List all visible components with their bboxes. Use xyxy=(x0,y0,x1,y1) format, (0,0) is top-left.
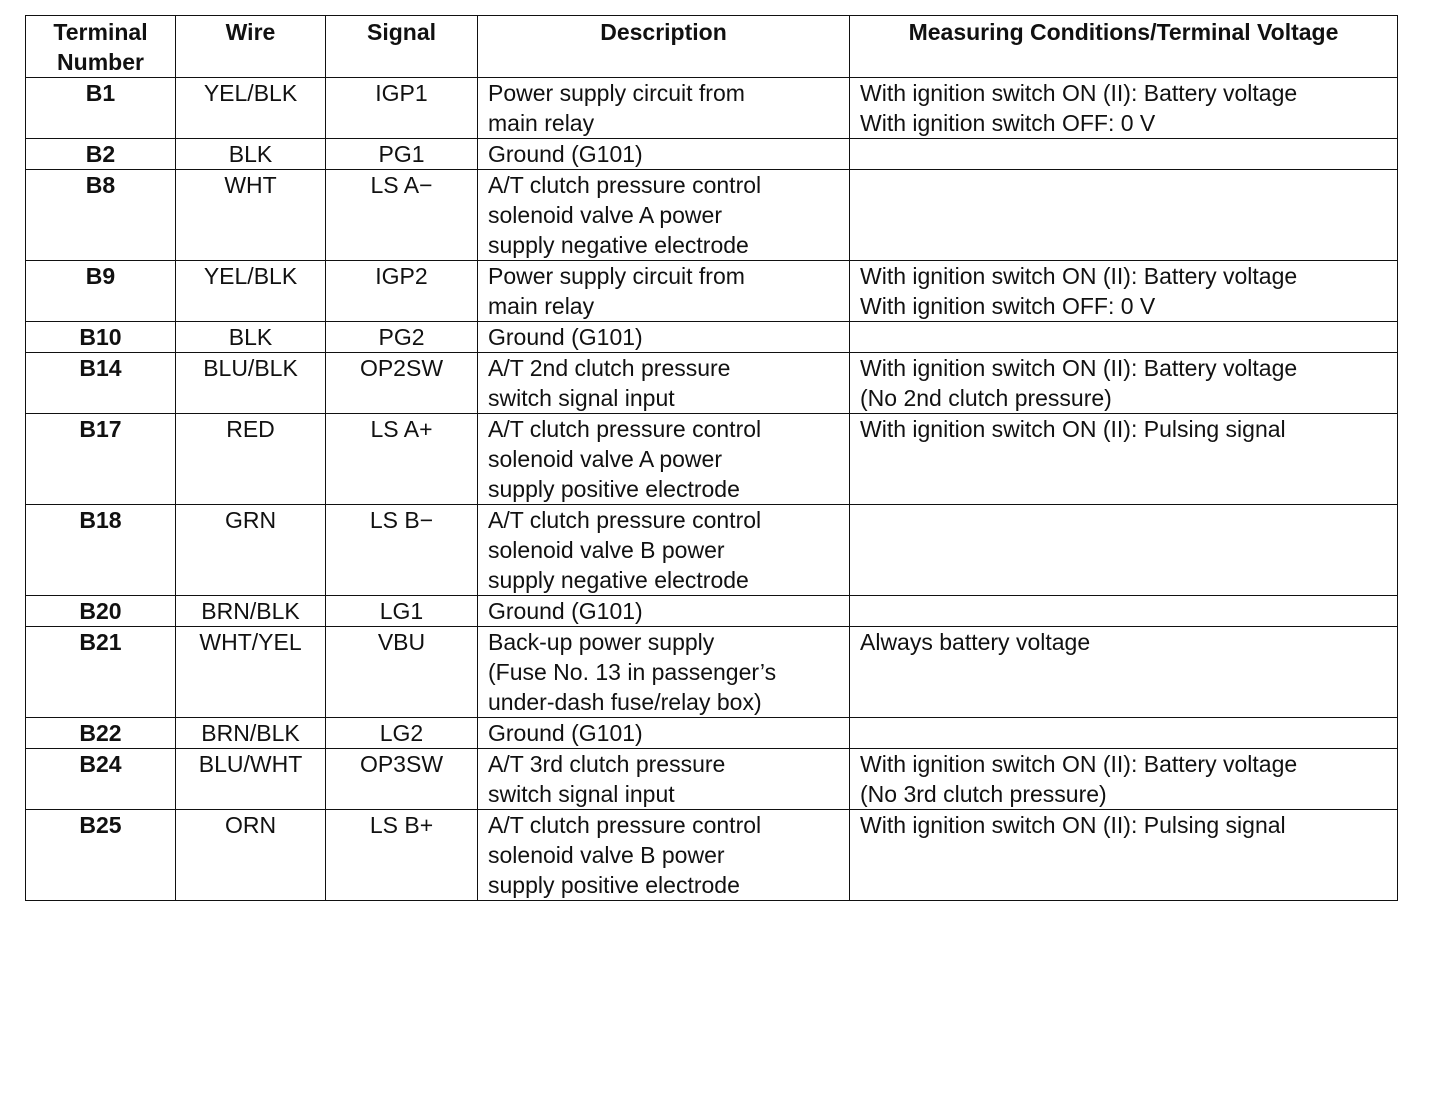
description-cell-line: solenoid valve A power xyxy=(488,202,722,228)
wire-color-cell: WHT/YEL xyxy=(176,627,326,718)
header-terminal-number xyxy=(26,16,176,78)
signal-name-cell: LS A− xyxy=(326,170,478,261)
wire-color-cell: WHT xyxy=(176,170,326,261)
description-cell-line: Back-up power supply xyxy=(488,629,715,655)
wire-color-cell: BLU/BLK xyxy=(176,353,326,414)
description-cell xyxy=(478,353,850,414)
description-cell xyxy=(478,505,850,596)
signal-name-cell: IGP1 xyxy=(326,78,478,139)
table-row xyxy=(26,261,1398,322)
description-cell xyxy=(478,139,850,170)
description-cell-line: A/T clutch pressure control xyxy=(488,416,762,442)
header-signal: Signal xyxy=(326,16,478,78)
description-cell-line: switch signal input xyxy=(488,385,675,411)
table-row xyxy=(26,505,1398,596)
description-cell-line: solenoid valve A power xyxy=(488,446,722,472)
conditions-cell xyxy=(850,718,1398,749)
header-conditions: Measuring Conditions/Terminal Voltage xyxy=(850,16,1398,78)
conditions-cell-line: With ignition switch OFF: 0 V xyxy=(860,293,1156,319)
description-cell xyxy=(478,810,850,901)
description-cell-line: Power supply circuit from xyxy=(488,80,745,106)
header-terminal-line-1: Terminal xyxy=(53,19,148,45)
conditions-cell xyxy=(850,78,1398,139)
conditions-cell-line: With ignition switch ON (II): Battery voltage xyxy=(860,751,1298,777)
conditions-cell xyxy=(850,627,1398,718)
description-cell-line: A/T 3rd clutch pressure xyxy=(488,751,726,777)
wire-color-cell: RED xyxy=(176,414,326,505)
conditions-cell xyxy=(850,322,1398,353)
wire-color-cell: BRN/BLK xyxy=(176,596,326,627)
signal-name-cell: PG2 xyxy=(326,322,478,353)
conditions-cell-line: (No 3rd clutch pressure) xyxy=(860,781,1107,807)
signal-name-cell: OP3SW xyxy=(326,749,478,810)
conditions-cell xyxy=(850,353,1398,414)
signal-name-cell: IGP2 xyxy=(326,261,478,322)
table-row xyxy=(26,749,1398,810)
table-row xyxy=(26,810,1398,901)
description-cell-line: A/T clutch pressure control xyxy=(488,172,762,198)
terminal-number-cell: B20 xyxy=(26,596,176,627)
description-cell-line: solenoid valve B power xyxy=(488,842,725,868)
table-row xyxy=(26,353,1398,414)
terminal-number-cell: B18 xyxy=(26,505,176,596)
conditions-cell-line: With ignition switch ON (II): Battery voltage xyxy=(860,80,1298,106)
signal-name-cell: VBU xyxy=(326,627,478,718)
description-cell-line: Power supply circuit from xyxy=(488,263,745,289)
conditions-cell xyxy=(850,505,1398,596)
table-row xyxy=(26,322,1398,353)
description-cell-line: solenoid valve B power xyxy=(488,537,725,563)
terminal-number-cell: B2 xyxy=(26,139,176,170)
conditions-cell-line: With ignition switch ON (II): Pulsing signal xyxy=(860,812,1286,838)
signal-name-cell: LS B+ xyxy=(326,810,478,901)
description-cell xyxy=(478,414,850,505)
table-row xyxy=(26,627,1398,718)
conditions-cell-line: With ignition switch ON (II): Pulsing signal xyxy=(860,416,1286,442)
terminal-number-cell: B14 xyxy=(26,353,176,414)
description-cell-line: supply negative electrode xyxy=(488,232,749,258)
description-cell xyxy=(478,170,850,261)
conditions-cell xyxy=(850,261,1398,322)
terminal-number-cell: B24 xyxy=(26,749,176,810)
description-cell xyxy=(478,627,850,718)
description-cell xyxy=(478,718,850,749)
terminal-number-cell: B25 xyxy=(26,810,176,901)
signal-name-cell: PG1 xyxy=(326,139,478,170)
header-description: Description xyxy=(478,16,850,78)
description-cell-line: Ground (G101) xyxy=(488,598,643,624)
conditions-cell xyxy=(850,170,1398,261)
wire-color-cell: YEL/BLK xyxy=(176,261,326,322)
table-row xyxy=(26,718,1398,749)
terminal-number-cell: B8 xyxy=(26,170,176,261)
description-cell xyxy=(478,261,850,322)
conditions-cell-line: With ignition switch OFF: 0 V xyxy=(860,110,1156,136)
table-row xyxy=(26,139,1398,170)
conditions-cell xyxy=(850,749,1398,810)
table-row xyxy=(26,78,1398,139)
signal-name-cell: LS B− xyxy=(326,505,478,596)
description-cell xyxy=(478,596,850,627)
table-header xyxy=(26,16,1398,78)
description-cell xyxy=(478,322,850,353)
terminal-number-cell: B9 xyxy=(26,261,176,322)
terminal-number-cell: B21 xyxy=(26,627,176,718)
table-row xyxy=(26,170,1398,261)
description-cell-line: main relay xyxy=(488,110,595,136)
table-row xyxy=(26,596,1398,627)
wire-color-cell: BLK xyxy=(176,139,326,170)
terminal-number-cell: B10 xyxy=(26,322,176,353)
signal-name-cell: LG1 xyxy=(326,596,478,627)
wire-color-cell: BLK xyxy=(176,322,326,353)
signal-name-cell: OP2SW xyxy=(326,353,478,414)
description-cell-line: (Fuse No. 13 in passenger’s xyxy=(488,659,777,685)
terminal-number-cell: B1 xyxy=(26,78,176,139)
conditions-cell xyxy=(850,414,1398,505)
terminal-number-cell: B17 xyxy=(26,414,176,505)
description-cell-line: Ground (G101) xyxy=(488,141,643,167)
description-cell-line: A/T clutch pressure control xyxy=(488,507,762,533)
signal-name-cell: LS A+ xyxy=(326,414,478,505)
conditions-cell xyxy=(850,139,1398,170)
signal-name-cell: LG2 xyxy=(326,718,478,749)
description-cell-line: under-dash fuse/relay box) xyxy=(488,689,762,715)
wire-color-cell: BRN/BLK xyxy=(176,718,326,749)
description-cell xyxy=(478,78,850,139)
terminal-table xyxy=(25,15,1398,901)
wire-color-cell: ORN xyxy=(176,810,326,901)
description-cell xyxy=(478,749,850,810)
conditions-cell xyxy=(850,596,1398,627)
conditions-cell xyxy=(850,810,1398,901)
wire-color-cell: GRN xyxy=(176,505,326,596)
description-cell-line: supply negative electrode xyxy=(488,567,749,593)
table-body xyxy=(26,78,1398,901)
terminal-number-cell: B22 xyxy=(26,718,176,749)
description-cell-line: supply positive electrode xyxy=(488,476,740,502)
description-cell-line: Ground (G101) xyxy=(488,324,643,350)
table-row xyxy=(26,414,1398,505)
description-cell-line: Ground (G101) xyxy=(488,720,643,746)
conditions-cell-line: With ignition switch ON (II): Battery voltage xyxy=(860,263,1298,289)
conditions-cell-line: (No 2nd clutch pressure) xyxy=(860,385,1112,411)
description-cell-line: A/T 2nd clutch pressure xyxy=(488,355,731,381)
wire-color-cell: YEL/BLK xyxy=(176,78,326,139)
conditions-cell-line: With ignition switch ON (II): Battery voltage xyxy=(860,355,1298,381)
wire-color-cell: BLU/WHT xyxy=(176,749,326,810)
description-cell-line: supply positive electrode xyxy=(488,872,740,898)
description-cell-line: switch signal input xyxy=(488,781,675,807)
header-terminal-line-2: Number xyxy=(57,49,144,75)
header-wire: Wire xyxy=(176,16,326,78)
conditions-cell-line: Always battery voltage xyxy=(860,629,1091,655)
description-cell-line: A/T clutch pressure control xyxy=(488,812,762,838)
header-row xyxy=(26,16,1398,78)
description-cell-line: main relay xyxy=(488,293,595,319)
